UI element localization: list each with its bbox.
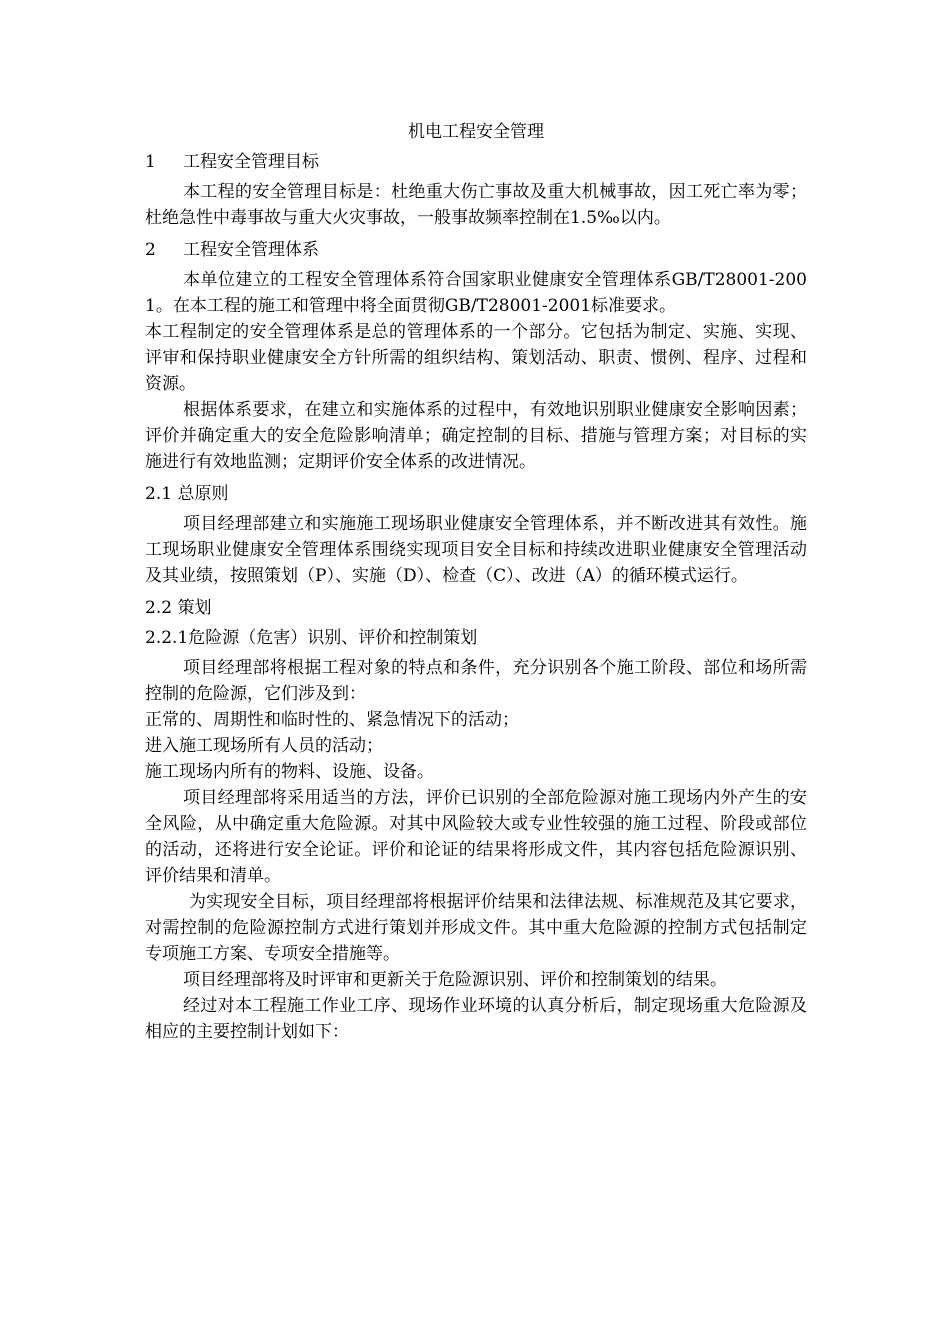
list-item-1: 正常的、周期性和临时性的、紧急情况下的活动； bbox=[145, 710, 519, 730]
section-2-2-1-paragraph-4: 项目经理部将及时评审和更新关于危险源识别、评价和控制策划的结果。 bbox=[183, 970, 727, 990]
section-2-heading bbox=[145, 237, 807, 263]
section-1-title: 工程安全管理目标 bbox=[183, 152, 319, 172]
list-item-2: 进入施工现场所有人员的活动； bbox=[145, 736, 383, 756]
document-page bbox=[145, 120, 807, 1045]
section-2-1-paragraph: 项目经理部建立和实施施工现场职业健康安全管理体系，并不断改进其有效性。施工现场职业健康安全管理体系围绕实现项目安全目标和持续改进职业健康安全管理活动及其业绩，按照策划（P）、实施（D）、检查（C）、改进（A）的循环模式运行。 bbox=[145, 514, 807, 586]
section-1-heading bbox=[145, 149, 807, 175]
section-1-number: 1 bbox=[145, 152, 156, 172]
list-item-3: 施工现场内所有的物料、设施、设备。 bbox=[145, 762, 434, 782]
section-2-2-1-heading: 2.2.1危险源（危害）识别、评价和控制策划 bbox=[145, 628, 478, 648]
section-2-number: 2 bbox=[145, 240, 156, 260]
section-2-2-1-paragraph-5: 经过对本工程施工作业工序、现场作业环境的认真分析后，制定现场重大危险源及相应的主要控制计划如下： bbox=[145, 996, 807, 1042]
document-title: 机电工程安全管理 bbox=[408, 122, 544, 142]
section-2-paragraph-3: 根据体系要求，在建立和实施体系的过程中，有效地识别职业健康安全影响因素；评价并确定重大的安全危险影响清单；确定控制的目标、措施与管理方案；对目标的实施进行有效地监测；定期评价安全体系的改进情况。 bbox=[145, 400, 807, 472]
section-1-paragraph: 本工程的安全管理目标是：杜绝重大伤亡事故及重大机械事故，因工死亡率为零；杜绝急性中毒事故与重大火灾事故，一般事故频率控制在1.5‰以内。 bbox=[145, 182, 807, 228]
section-2-2-1-paragraph-1: 项目经理部将根据工程对象的特点和条件，充分识别各个施工阶段、部位和场所需控制的危险源，它们涉及到： bbox=[145, 658, 807, 704]
section-2-title: 工程安全管理体系 bbox=[183, 240, 319, 260]
section-2-2-1-paragraph-2: 项目经理部将采用适当的方法，评价已识别的全部危险源对施工现场内外产生的安全风险，从中确定重大危险源。对其中风险较大或专业性较强的施工过程、阶段或部位的活动，还将进行安全论证。评价和论证的结果将形成文件，其内容包括危险源识别、评价结果和清单。 bbox=[145, 788, 807, 886]
section-2-2-heading: 2.2 策划 bbox=[145, 598, 212, 618]
section-2-paragraph-1: 本单位建立的工程安全管理体系符合国家职业健康安全管理体系GB/T28001-2001。在本工程的施工和管理中将全面贯彻GB/T28001-2001标准要求。 bbox=[145, 270, 807, 316]
section-2-paragraph-2: 本工程制定的安全管理体系是总的管理体系的一个部分。它包括为制定、实施、实现、评审和保持职业健康安全方针所需的组织结构、策划活动、职责、惯例、程序、过程和资源。 bbox=[145, 322, 807, 394]
section-2-1-heading: 2.1 总原则 bbox=[145, 484, 229, 504]
section-2-2-1-paragraph-3: 为实现安全目标，项目经理部将根据评价结果和法律法规、标准规范及其它要求，对需控制的危险源控制方式进行策划并形成文件。其中重大危险源的控制方式包括制定专项施工方案、专项安全措施等。 bbox=[145, 892, 807, 964]
